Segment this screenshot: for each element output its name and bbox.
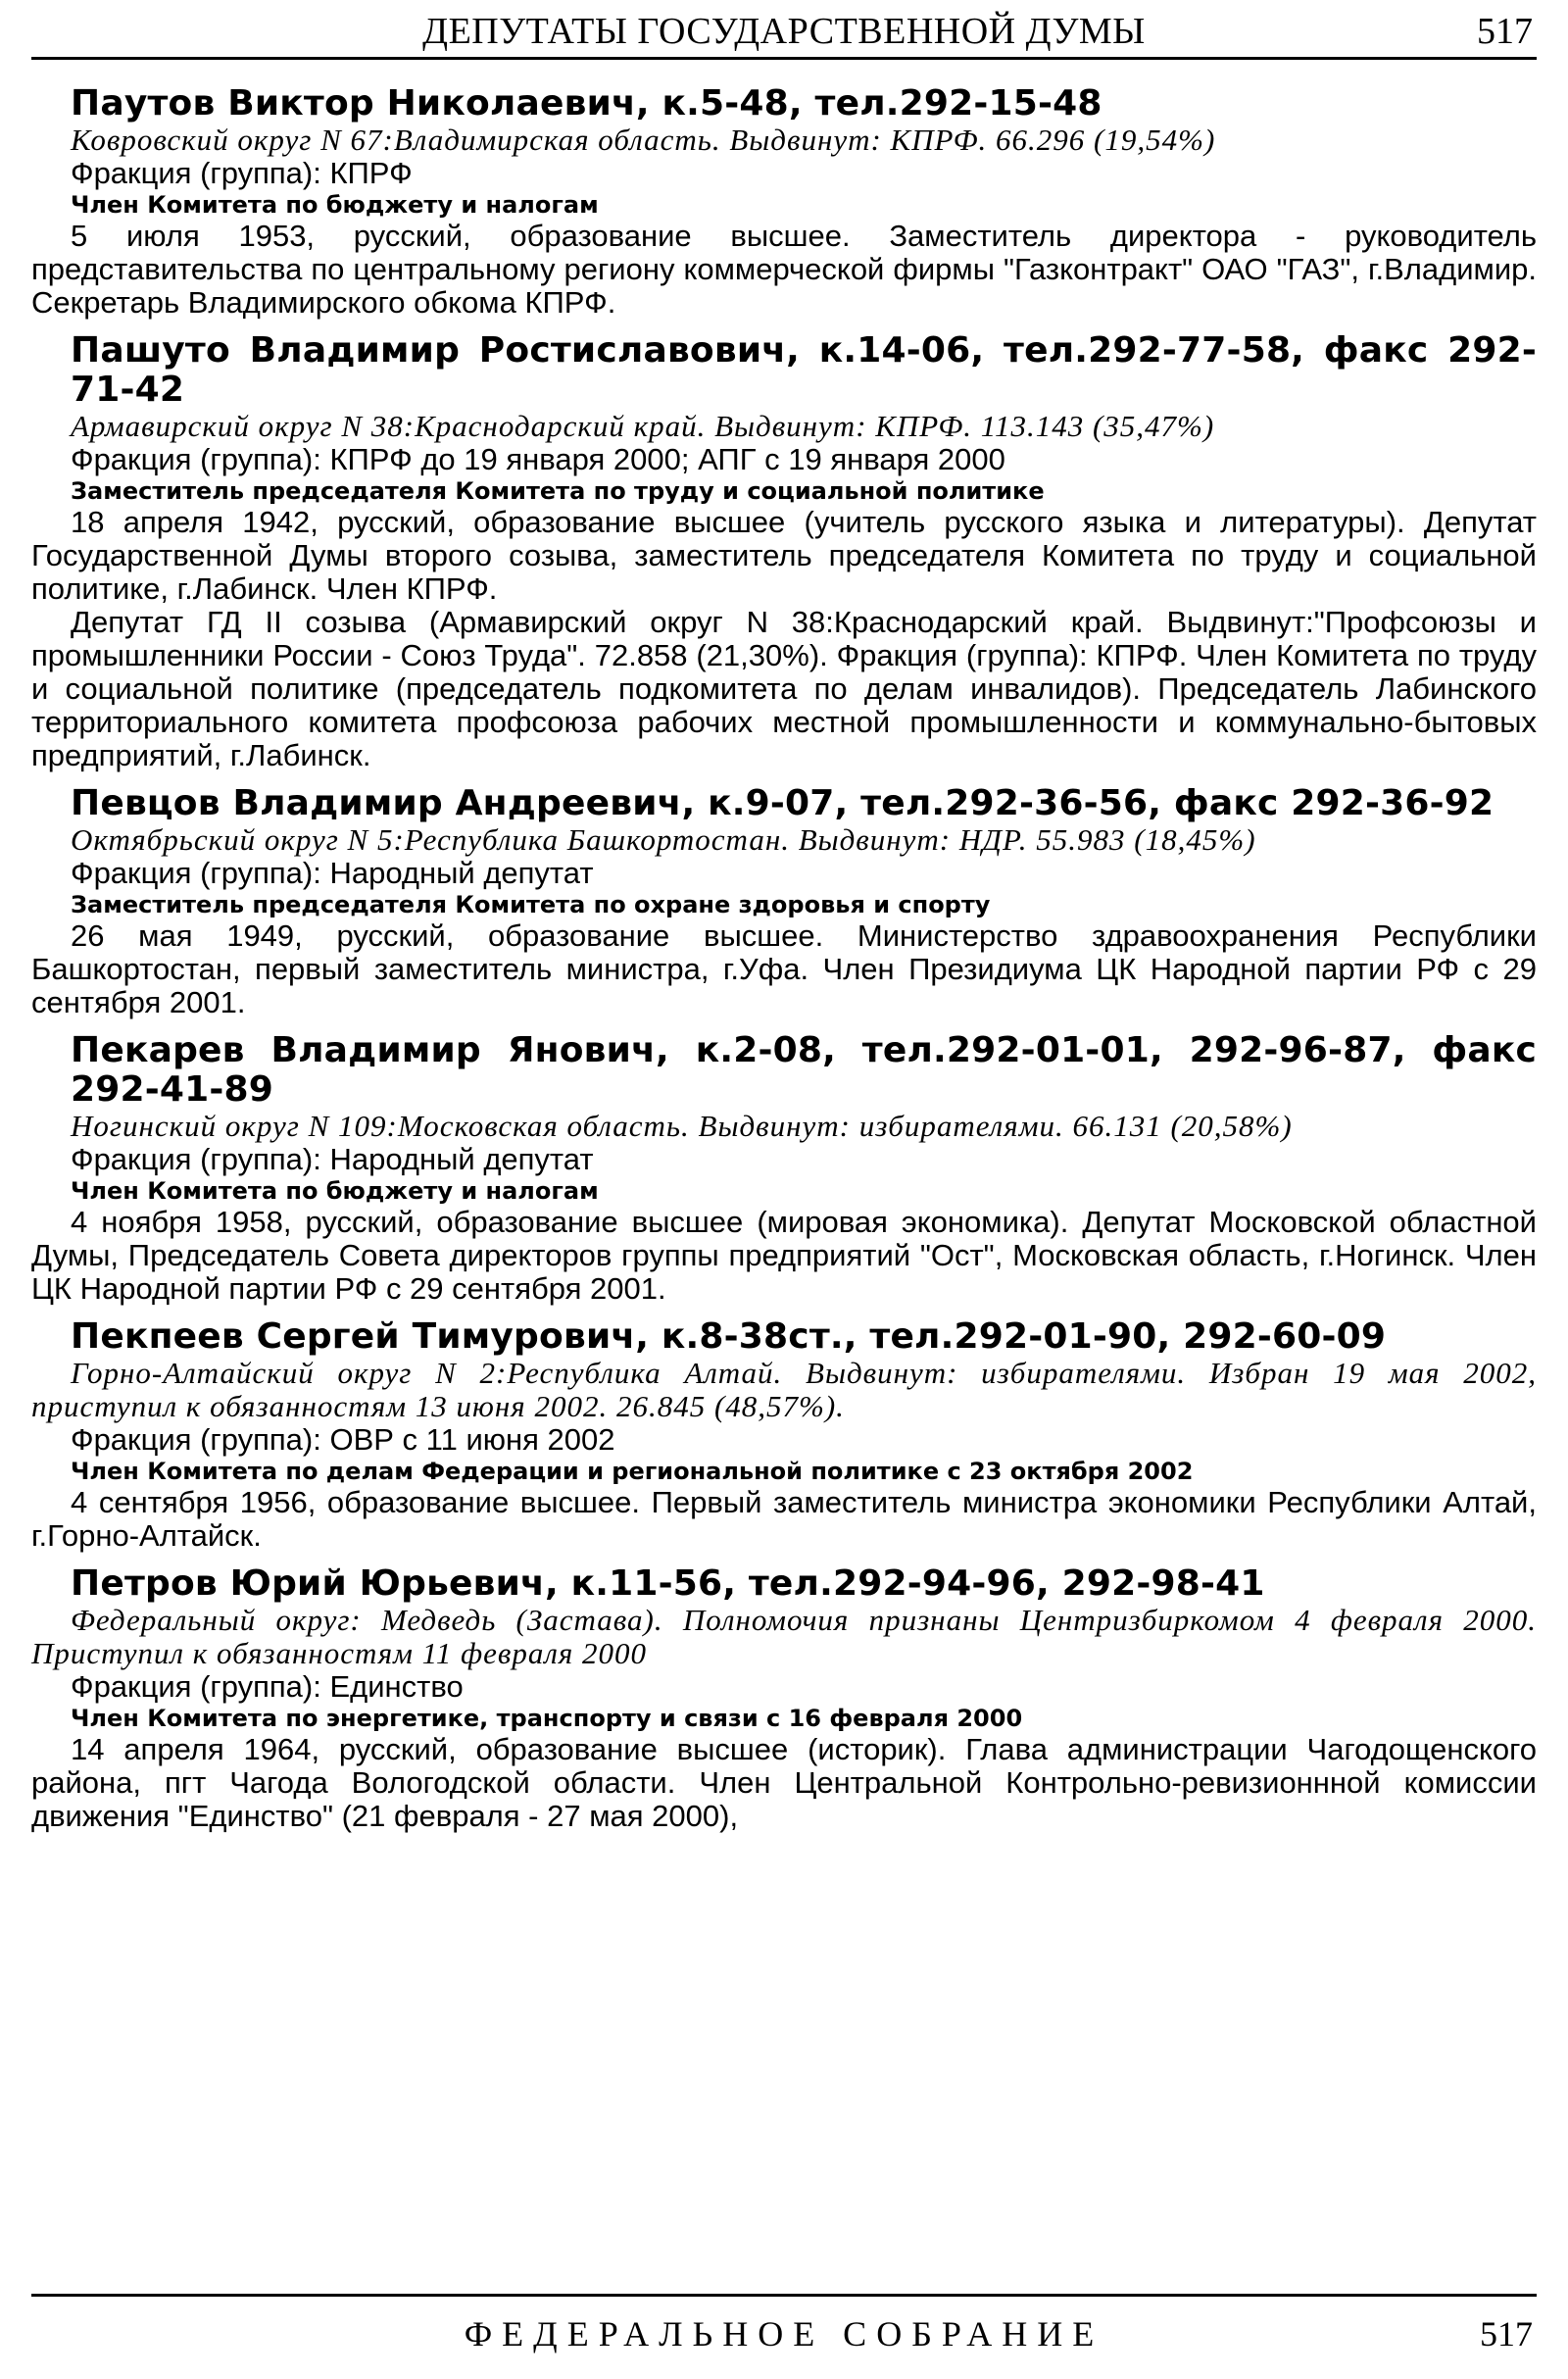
- entry-biography: 4 сентября 1956, образование высшее. Первый заместитель министра экономики Республики Алтай, г.Горно-Алтайск.: [31, 1485, 1537, 1553]
- entry-committee: Заместитель председателя Комитета по труду и социальной политике: [71, 477, 1045, 505]
- entry-biography: 14 апреля 1964, русский, образование высшее (историк). Глава администрации Чагодощенского района, пгт Чагода Вологодской области. Член Центральной Контрольно-ревизионнной комиссии движения "Единство" (21 февраля - 27 мая 2000),: [31, 1732, 1537, 1833]
- entry-faction: Фракция (группа): КПРФ до 19 января 2000; АПГ с 19 января 2000: [71, 442, 1005, 476]
- entry-biography: 4 ноября 1958, русский, образование высшее (мировая экономика). Депутат Московской областной Думы, Председатель Совета директоров группы предприятий "Ост", Московская область, г.Ногинск. Член ЦК Народной партии РФ с 29 сентября 2001.: [31, 1205, 1537, 1306]
- deputy-entry: [31, 1317, 1537, 1553]
- entry-biography: 18 апреля 1942, русский, образование высшее (учитель русского языка и литературы). Депутат Государственной Думы второго созыва, заместитель председателя Комитета по труду и социальной политике, г.Лабинск. Член КПРФ.: [31, 505, 1537, 606]
- entry-committee: Член Комитета по бюджету и налогам: [71, 1177, 599, 1205]
- entry-district: Горно-Алтайский округ N 2:Республика Алтай. Выдвинут: избирателями. Избран 19 мая 2002, приступил к обязанностям 13 июня 2002. 26.845 (48,57%).: [31, 1356, 1537, 1423]
- entry-committee: Заместитель председателя Комитета по охране здоровья и спорту: [71, 891, 991, 918]
- document-page: [31, 0, 1537, 2379]
- entry-biography: 26 мая 1949, русский, образование высшее. Министерство здравоохранения Республики Башкортостан, первый заместитель министра, г.Уфа. Член Президиума ЦК Народной партии РФ с 29 сентября 2001.: [31, 918, 1537, 1019]
- deputy-entry: [31, 331, 1537, 772]
- running-footer: [31, 2313, 1537, 2362]
- header-page-number: 517: [1477, 11, 1533, 52]
- footer-page-number: 517: [1480, 2314, 1533, 2354]
- entry-heading: Паутов Виктор Николаевич, к.5-48, тел.292-15-48: [71, 83, 1102, 124]
- entry-district: Федеральный округ: Медведь (Застава). Полномочия признаны Центризбиркомом 4 февраля 2000. Приступил к обязанностям 11 февраля 2000: [31, 1603, 1537, 1670]
- deputy-entry: [31, 784, 1537, 1019]
- footer-title: ФЕДЕРАЛЬНОЕ СОБРАНИЕ: [464, 2314, 1104, 2354]
- header-rule: [31, 57, 1537, 60]
- entries-list: [31, 84, 1537, 1845]
- entry-heading: Пекпеев Сергей Тимурович, к.8-38ст., тел.292-01-90, 292-60-09: [71, 1316, 1387, 1357]
- entry-committee: Член Комитета по делам Федерации и региональной политике с 23 октября 2002: [71, 1458, 1194, 1485]
- entry-district: Ковровский округ N 67:Владимирская область. Выдвинут: КПРФ. 66.296 (19,54%): [71, 123, 1216, 157]
- entry-committee: Член Комитета по энергетике, транспорту и связи с 16 февраля 2000: [71, 1705, 1023, 1732]
- deputy-entry: [31, 1564, 1537, 1833]
- entry-heading: Пекарев Владимир Янович, к.2-08, тел.292-01-01, 292-96-87, факс 292-41-89: [71, 1030, 1537, 1110]
- footer-rule: [31, 2294, 1537, 2297]
- entry-faction: Фракция (группа): Народный депутат: [71, 856, 594, 890]
- header-title: ДЕПУТАТЫ ГОСУДАРСТВЕННОЙ ДУМЫ: [422, 11, 1146, 52]
- entry-heading: Пашуто Владимир Ростиславович, к.14-06, тел.292-77-58, факс 292-71-42: [71, 330, 1537, 410]
- entry-faction: Фракция (группа): Народный депутат: [71, 1142, 594, 1176]
- entry-faction: Фракция (группа): ОВР с 11 июня 2002: [71, 1422, 615, 1457]
- deputy-entry: [31, 1031, 1537, 1306]
- entry-faction: Фракция (группа): КПРФ: [71, 156, 413, 190]
- entry-district: Октябрьский округ N 5:Республика Башкортостан. Выдвинут: НДР. 55.983 (18,45%): [71, 822, 1256, 857]
- entry-biography: 5 июля 1953, русский, образование высшее. Заместитель директора - руководитель представительства по центральному региону коммерческой фирмы "Газконтракт" ОАО "ГАЗ", г.Владимир. Секретарь Владимирского обкома КПРФ.: [31, 219, 1537, 320]
- entry-biography-continued: Депутат ГД II созыва (Армавирский округ N 38:Краснодарский край. Выдвинут:"Профсоюзы и промышленники России - Союз Труда". 72.858 (21,30%). Фракция (группа): КПРФ. Член Комитета по труду и социальной политике (председатель подкомитета по делам инвалидов). Председатель Лабинского территориального комитета профсоюза рабочих местной промышленности и коммунально-бытовых предприятий, г.Лабинск.: [31, 605, 1537, 772]
- entry-heading: Певцов Владимир Андреевич, к.9-07, тел.292-36-56, факс 292-36-92: [71, 783, 1494, 823]
- deputy-entry: [31, 84, 1537, 320]
- running-header: [31, 6, 1537, 57]
- entry-district: Ногинский округ N 109:Московская область. Выдвинут: избирателями. 66.131 (20,58%): [71, 1109, 1293, 1143]
- entry-faction: Фракция (группа): Единство: [71, 1669, 464, 1704]
- entry-committee: Член Комитета по бюджету и налогам: [71, 191, 599, 219]
- entry-heading: Петров Юрий Юрьевич, к.11-56, тел.292-94-96, 292-98-41: [71, 1563, 1265, 1604]
- entry-district: Армавирский округ N 38:Краснодарский край. Выдвинут: КПРФ. 113.143 (35,47%): [71, 409, 1215, 443]
